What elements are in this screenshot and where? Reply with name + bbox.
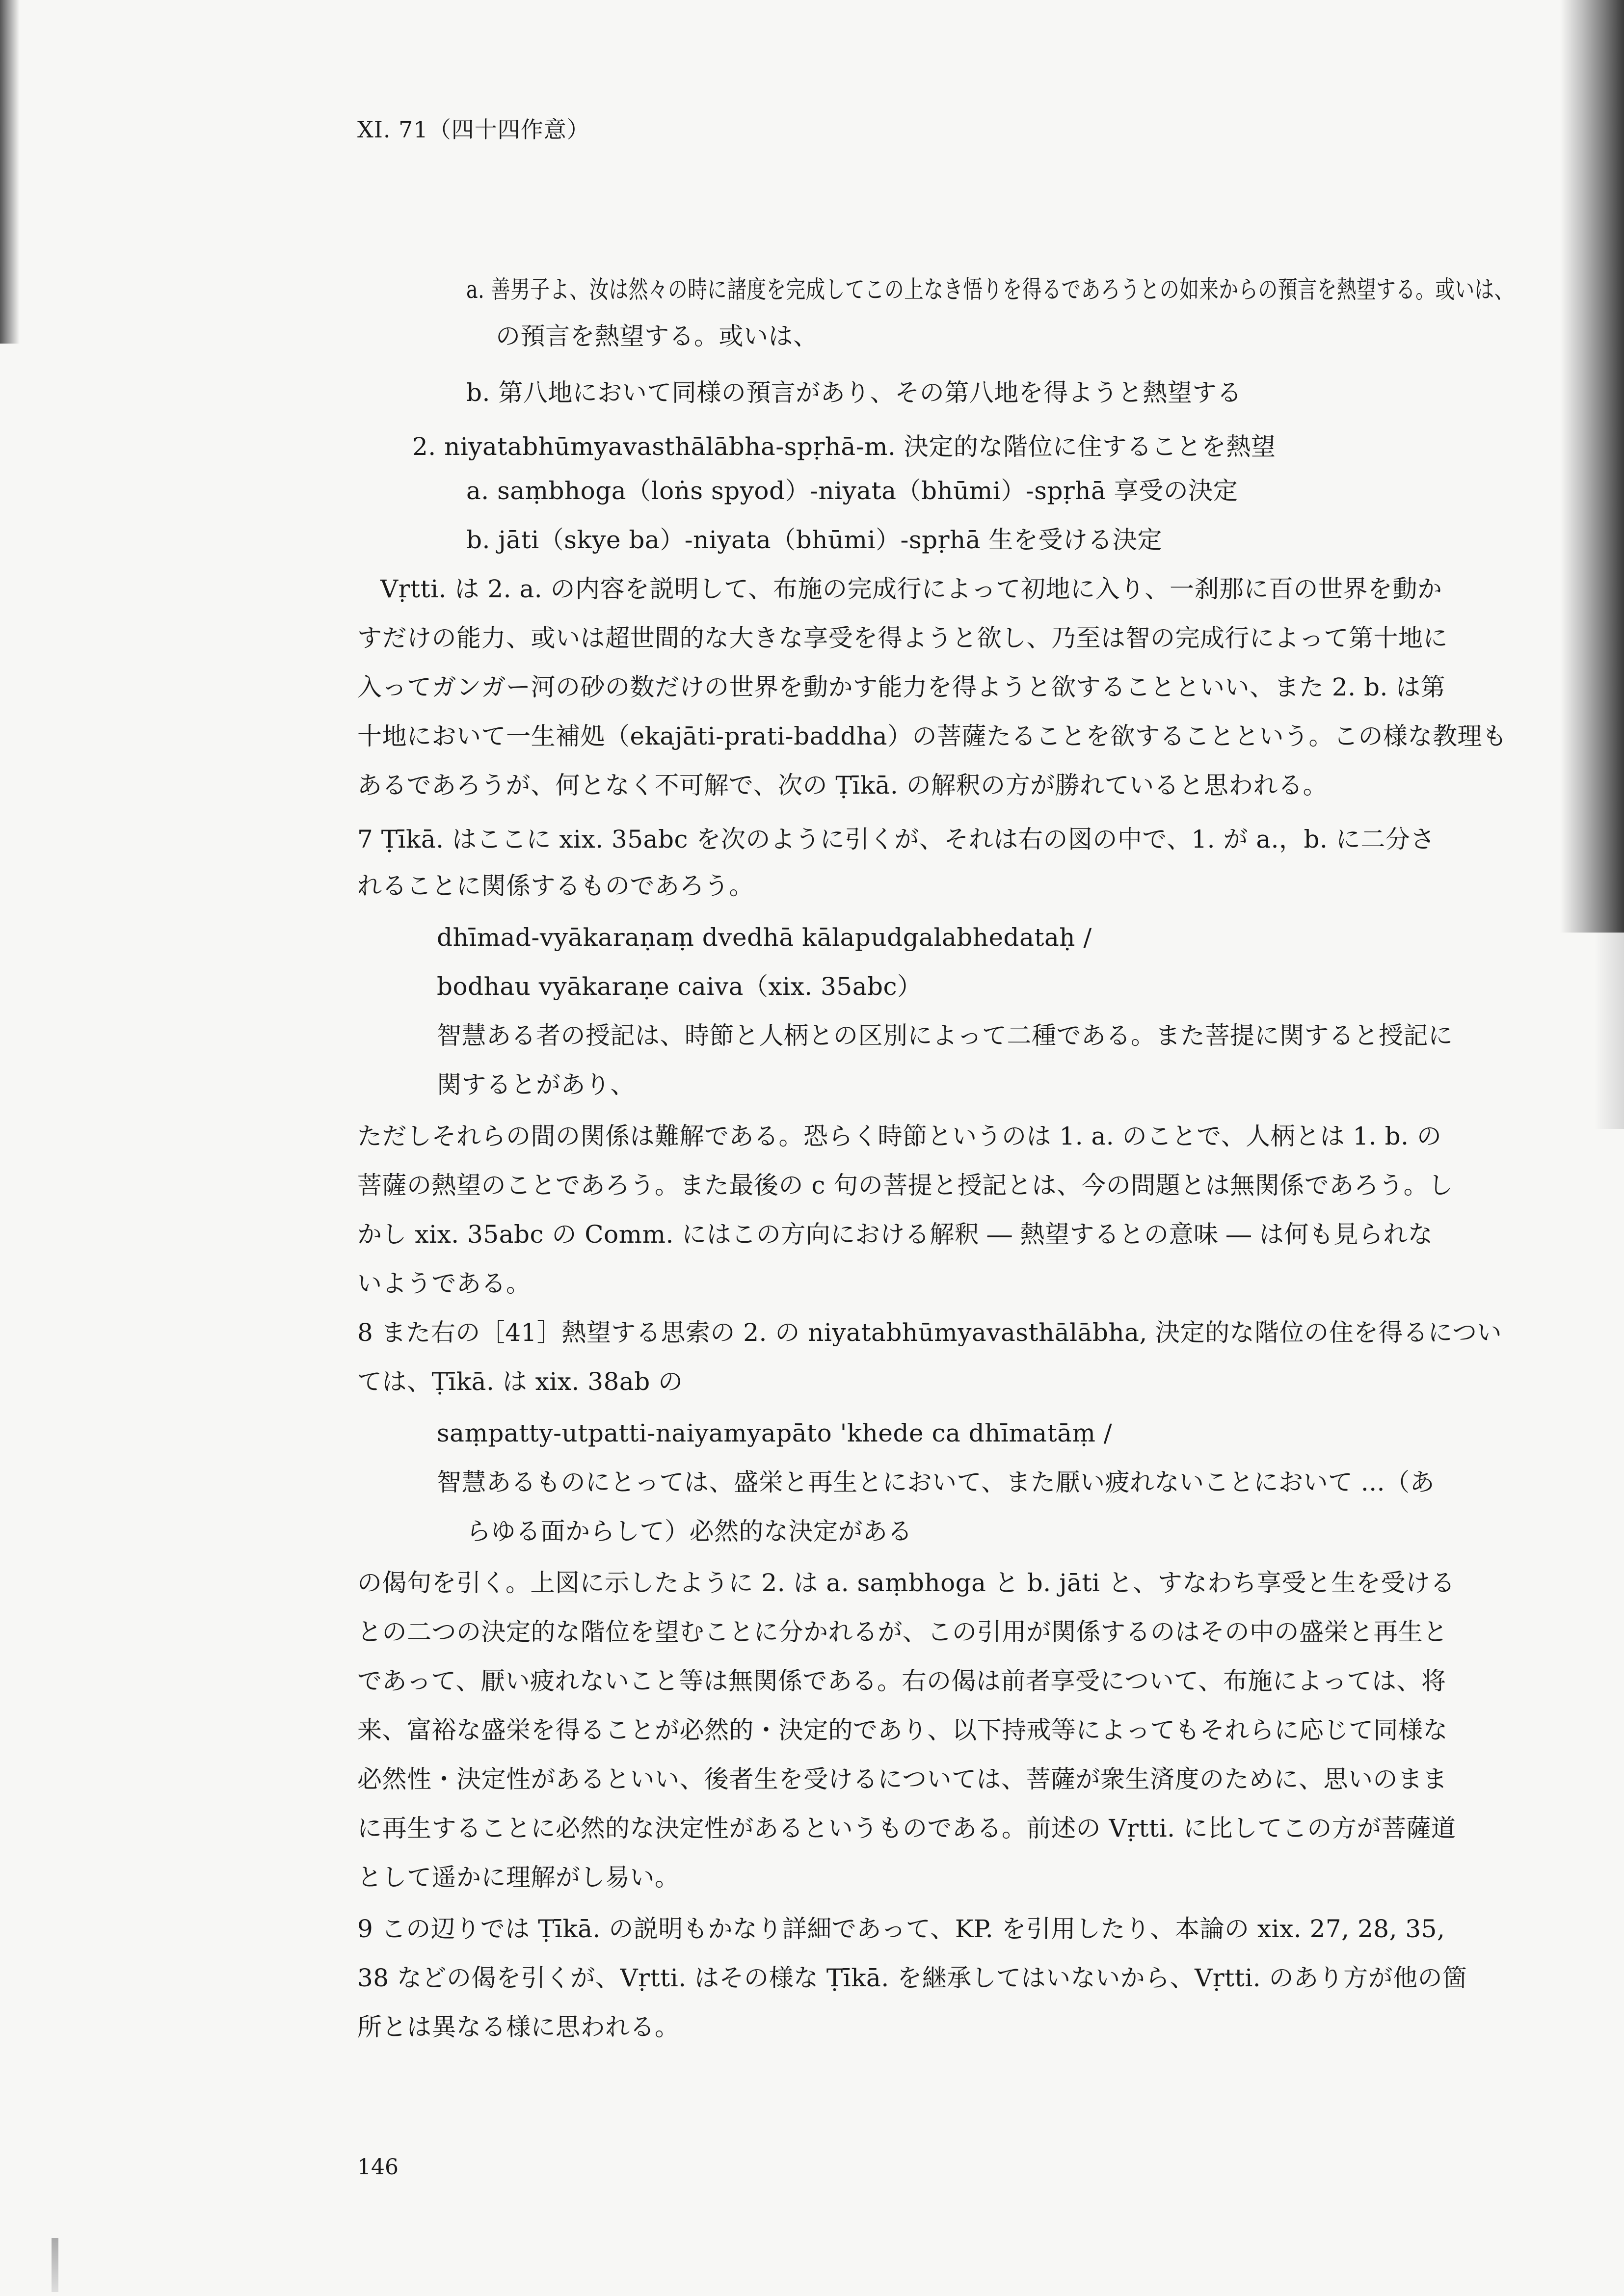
text-line: として遥かに理解がし易い。 xyxy=(357,1863,680,1892)
text-line: いようである。 xyxy=(357,1269,531,1298)
page-number: 146 xyxy=(357,2155,399,2180)
text-line: 十地において一生補処（ekajāti-prati-baddha）の菩薩たることを欲することという。この様な教理も xyxy=(357,722,1507,750)
text-line: Vṛtti. は 2. a. の内容を説明して、布施の完成行によって初地に入り、一刹那に百の世界を動か xyxy=(380,575,1442,603)
scan-shadow-right xyxy=(1560,0,1624,933)
text-line: 2. niyatabhūmyavasthālābha-spṛhā-m. 決定的な階位に住することを熱望 xyxy=(412,432,1276,461)
text-line: の預言を熱望する。或いは、 xyxy=(496,322,818,350)
text-line: 菩薩の熱望のことであろう。また最後の c 句の菩提と授記とは、今の問題とは無関係であろう。し xyxy=(357,1171,1453,1200)
scan-shadow-left xyxy=(0,0,20,344)
text-line: 必然性・決定性があるといい、後者生を受けるについては、菩薩が衆生済度のために、思いのまま xyxy=(357,1765,1447,1793)
text-line: saṃpatty-utpatti-naiyamyapāto 'khede ca dhīmatāṃ / xyxy=(437,1419,1113,1447)
text-line: a. 善男子よ、汝は然々の時に諸度を完成してこの上なき悟りを得るであろうとの如来からの預言を熱望する。或いは、 xyxy=(466,275,1514,304)
text-line: a. saṃbhoga（loṅs spyod）-niyata（bhūmi）-spṛhā 享受の決定 xyxy=(466,477,1238,505)
text-line: らゆる面からして）必然的な決定がある xyxy=(466,1517,912,1546)
text-line: 38 などの偈を引くが、Vṛtti. はその様な Ṭīkā. を継承してはいないから、Vṛtti. のあり方が他の箇 xyxy=(357,1964,1467,1992)
text-line: 8 また右の［41］熱望する思索の 2. の niyatabhūmyavasthālābha, 決定的な階位の住を得るについ xyxy=(357,1318,1502,1347)
text-line: であって、厭い疲れないこと等は無関係である。右の偈は前者享受について、布施によっては、将 xyxy=(357,1667,1446,1695)
text-line: れることに関係するものであろう。 xyxy=(357,872,754,900)
text-line: あるであろうが、何となく不可解で、次の Ṭīkā. の解釈の方が勝れていると思われる。 xyxy=(357,771,1328,800)
text-line: 所とは異なる様に思われる。 xyxy=(357,2013,680,2041)
text-line: b. jāti（skye ba）-niyata（bhūmi）-spṛhā 生を受ける決定 xyxy=(466,526,1162,554)
text-line: すだけの能力、或いは超世間的な大きな享受を得ようと欲し、乃至は智の完成行によって第十地に xyxy=(357,624,1448,652)
text-line: かし xix. 35abc の Comm. にはこの方向における解釈 ― 熱望するとの意味 ― は何も見られな xyxy=(357,1220,1433,1249)
text-line: の偈句を引く。上図に示したように 2. は a. saṃbhoga と b. jāti と、すなわち享受と生を受ける xyxy=(357,1569,1455,1597)
text-line: dhīmad-vyākaraṇaṃ dvedhā kālapudgalabhedataḥ / xyxy=(437,923,1092,952)
scan-mark-bottom-left xyxy=(52,2238,58,2292)
text-line: ただしそれらの間の関係は難解である。恐らく時節というのは 1. a. のことで、人柄とは 1. b. の xyxy=(357,1122,1442,1150)
text-line: bodhau vyākaraṇe caiva（xix. 35abc） xyxy=(437,972,922,1001)
text-line: ては、Ṭīkā. は xix. 38ab の xyxy=(357,1367,683,1396)
text-line: 智慧あるものにとっては、盛栄と再生とにおいて、また厭い疲れないことにおいて ...（あ xyxy=(437,1468,1435,1496)
text-line: 来、富裕な盛栄を得ることが必然的・決定的であり、以下持戒等によってもそれらに応じて同様な xyxy=(357,1716,1448,1744)
text-line: 入ってガンガー河の砂の数だけの世界を動かす能力を得ようと欲することといい、また 2. b. は第 xyxy=(357,673,1446,701)
text-line: 7 Ṭīkā. はここに xix. 35abc を次のように引くが、それは右の図の中で、1. が a.，b. に二分さ xyxy=(357,825,1435,854)
text-line: に再生することに必然的な決定性があるというものである。前述の Vṛtti. に比してこの方が菩薩道 xyxy=(357,1814,1456,1842)
text-line: 9 この辺りでは Ṭīkā. の説明もかなり詳細であって、KP. を引用したり、本論の xix. 27, 28, 35, xyxy=(357,1915,1445,1943)
text-line: との二つの決定的な階位を望むことに分かれるが、この引用が関係するのはその中の盛栄と再生と xyxy=(357,1618,1448,1646)
running-header: XI. 71（四十四作意） xyxy=(357,116,590,143)
text-line: 関するとがあり、 xyxy=(437,1070,635,1099)
text-line: b. 第八地において同様の預言があり、その第八地を得ようと熱望する xyxy=(466,378,1242,407)
text-line: 智慧ある者の授記は、時節と人柄との区別によって二種である。また菩提に関すると授記に xyxy=(437,1021,1453,1050)
scan-shadow-right-lower xyxy=(1595,933,1624,1129)
